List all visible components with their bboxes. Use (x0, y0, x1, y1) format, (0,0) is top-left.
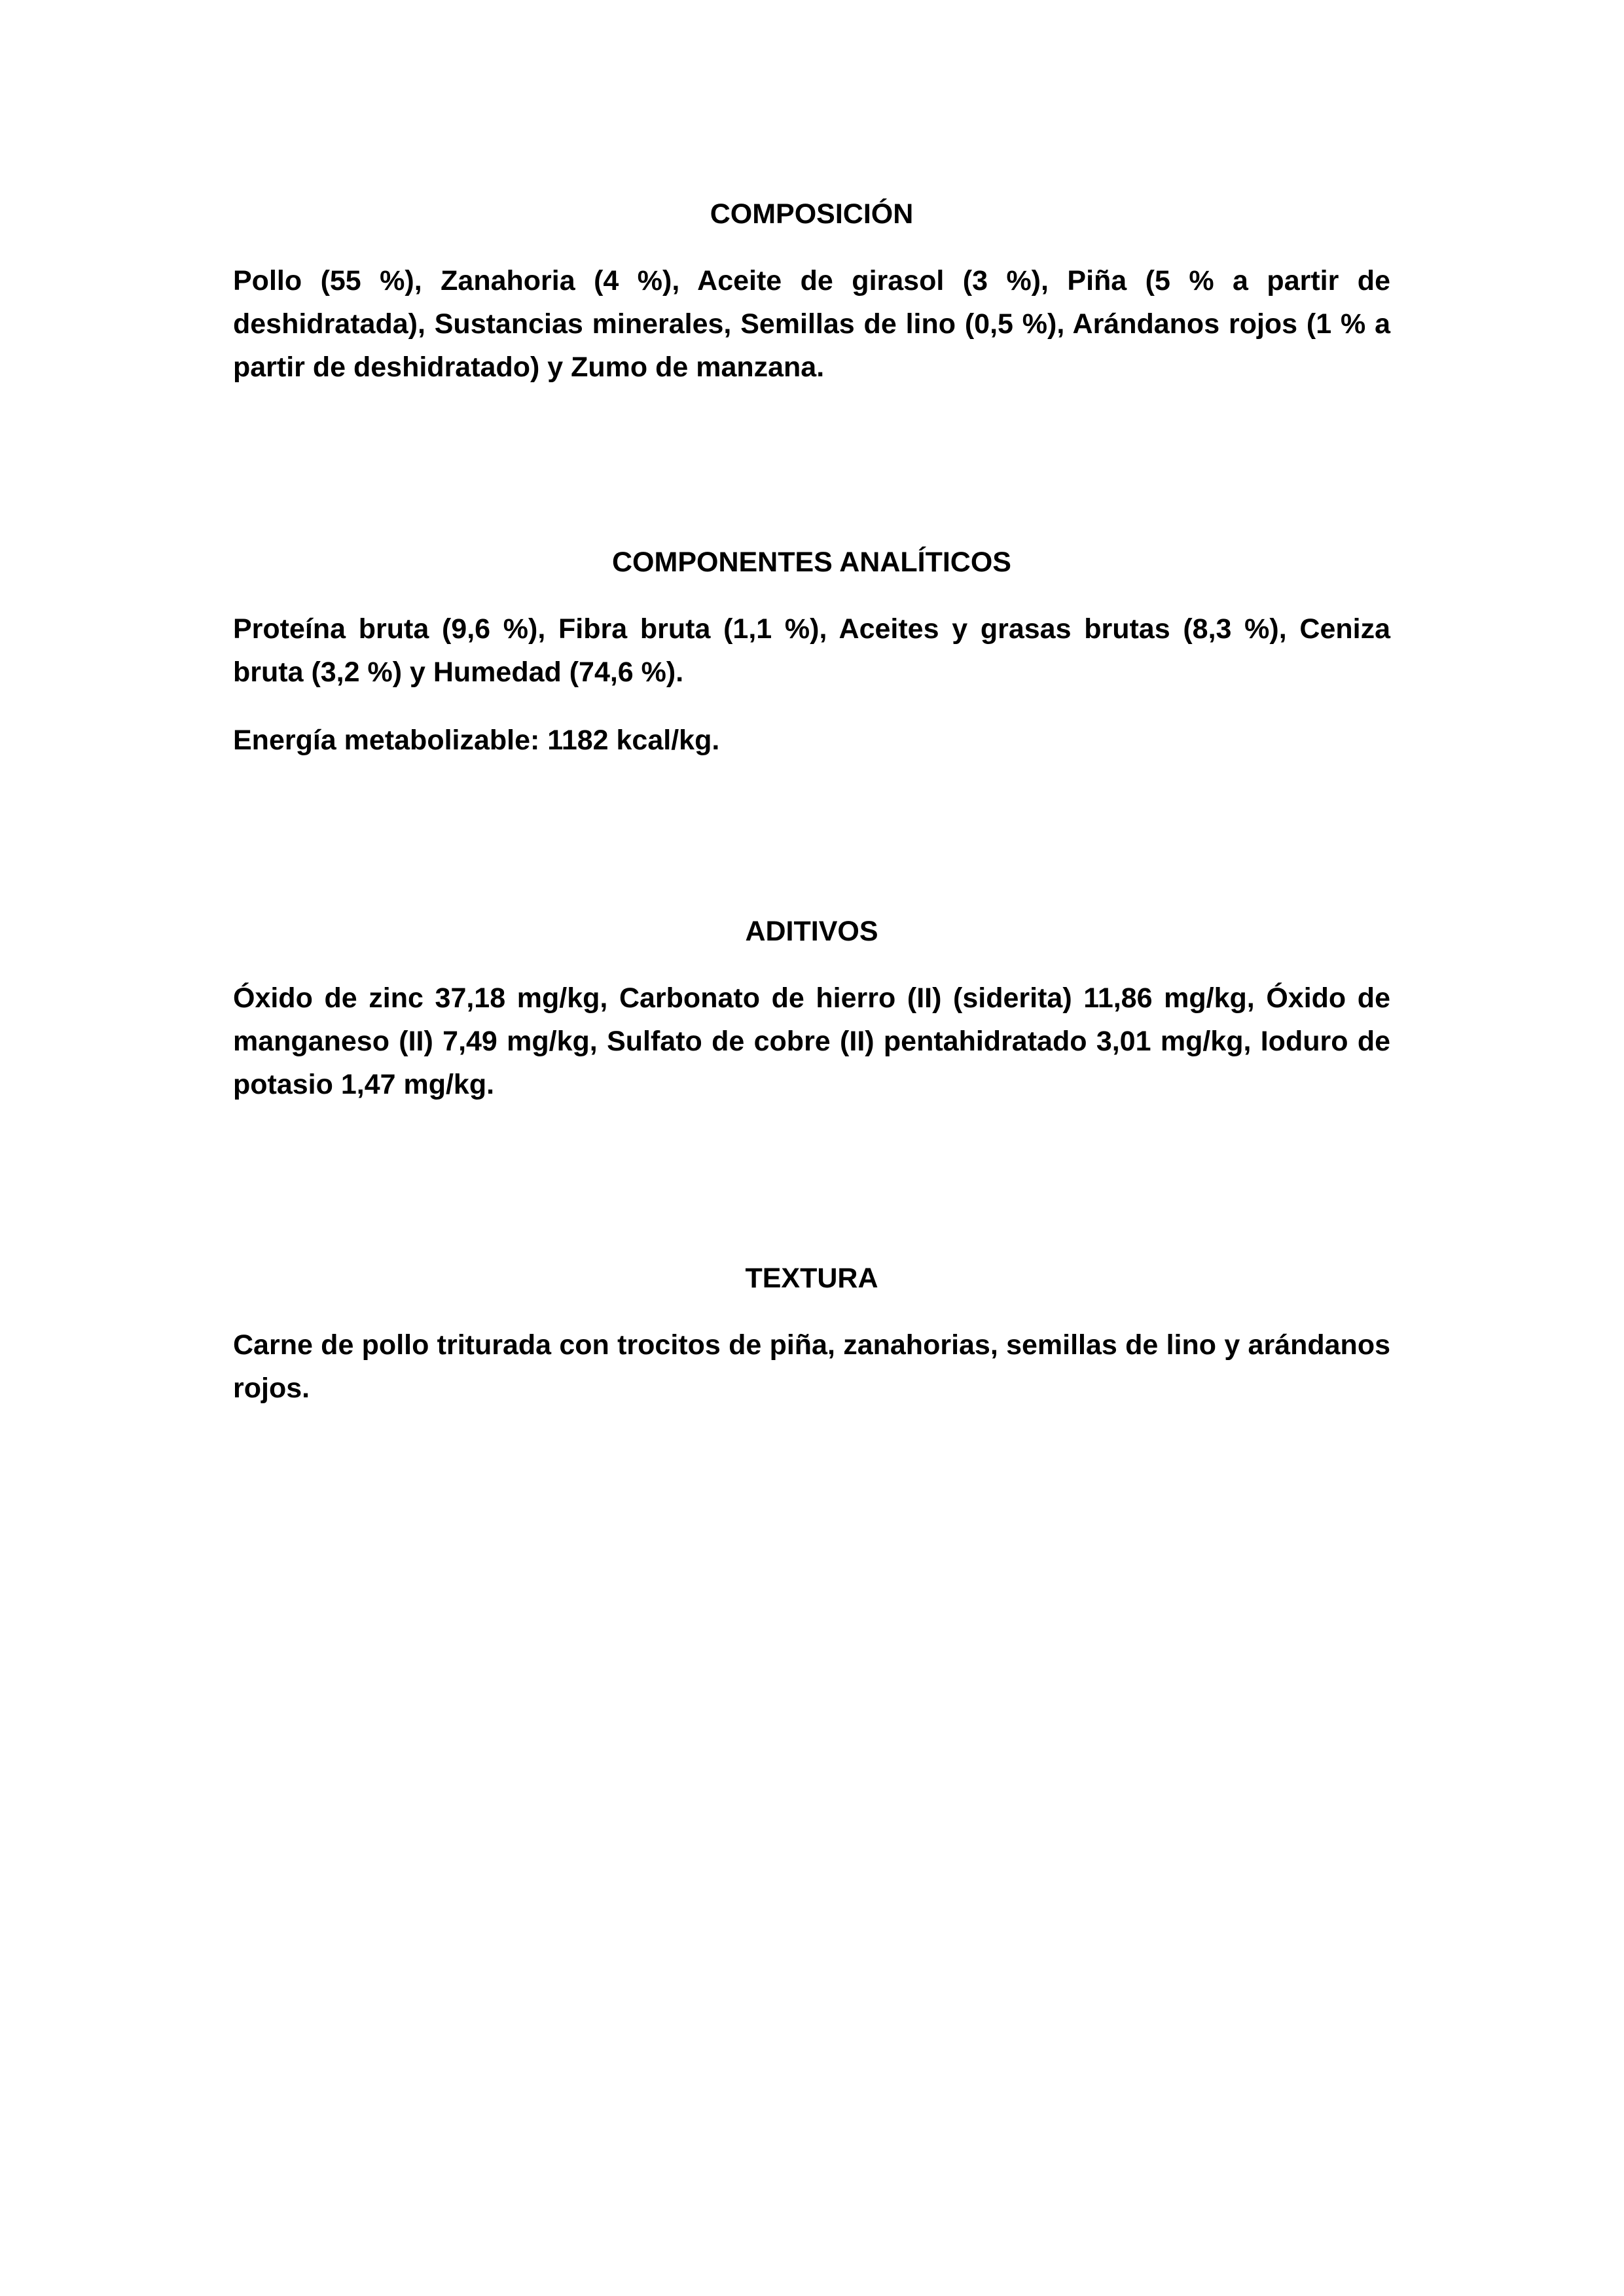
textura-text: Carne de pollo triturada con trocitos de piña, zanahorias, semillas de lino y arándanos rojos. (233, 1329, 1390, 1404)
section-heading-composicion: COMPOSICIÓN (710, 198, 914, 230)
section-heading-aditivos: ADITIVOS (745, 916, 878, 947)
composicion-text: Pollo (55 %), Zanahoria (4 %), Aceite de girasol (3 %), Piña (5 % a partir de deshidratada), Sustancias minerales, Semillas de lino (0,5 %), Arándanos rojos (1 % a partir de deshidratado) y Zumo de manzana. (233, 265, 1390, 383)
energia-metabolizable-text: Energía metabolizable: 1182 kcal/kg. (233, 725, 720, 756)
section-heading-componentes-analiticos: COMPONENTES ANALÍTICOS (612, 547, 1011, 578)
section-composicion (233, 192, 1390, 389)
componentes-analiticos-text: Proteína bruta (9,6 %), Fibra bruta (1,1 %), Aceites y grasas brutas (8,3 %), Ceniza bruta (3,2 %) y Humedad (74,6 %). (233, 613, 1390, 688)
section-componentes-analiticos (233, 541, 1390, 762)
section-heading-textura: TEXTURA (745, 1263, 878, 1294)
section-aditivos (233, 910, 1390, 1106)
section-textura (233, 1257, 1390, 1410)
aditivos-text: Óxido de zinc 37,18 mg/kg, Carbonato de hierro (II) (siderita) 11,86 mg/kg, Óxido de manganeso (II) 7,49 mg/kg, Sulfato de cobre (II) pentahidratado 3,01 mg/kg, Ioduro de potasio 1,47 mg/kg. (233, 982, 1390, 1100)
